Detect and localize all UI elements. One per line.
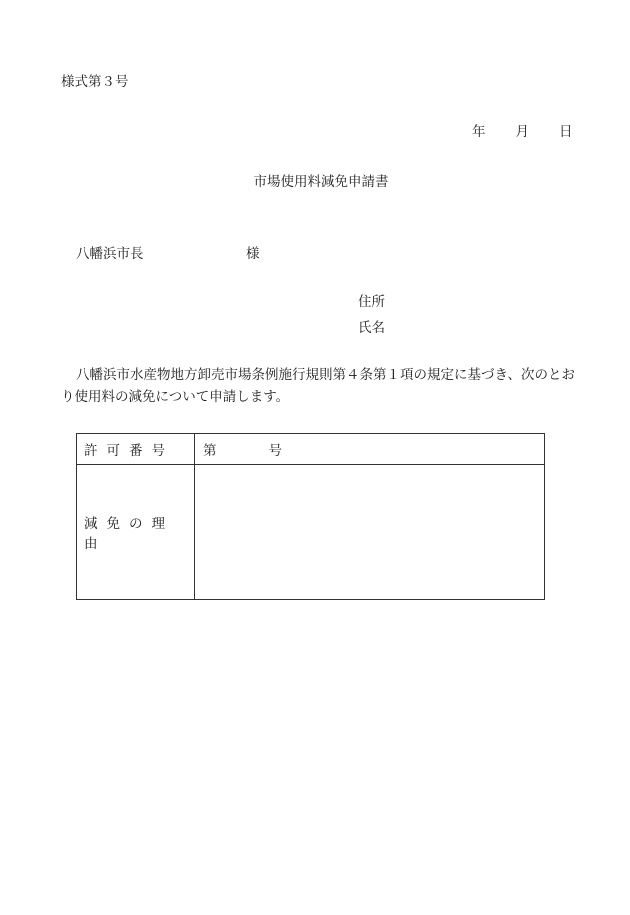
date-day: 日 <box>559 124 573 140</box>
permit-value-cell[interactable] <box>195 434 545 465</box>
name-label: 氏名 <box>358 320 385 336</box>
date-year: 年 <box>472 124 486 140</box>
reason-row <box>77 465 545 600</box>
body-text: 八幡浜市水産物地方卸売市場条例施行規則第４条第１項の規定に基づき、次のとおり使用料の減免について申請します。 <box>61 367 575 405</box>
address-label: 住所 <box>358 294 385 310</box>
document-title: 市場使用料減免申請書 <box>253 174 389 190</box>
permit-row <box>77 434 545 465</box>
permit-prefix: 第 <box>203 443 217 459</box>
reason-label: 減免の理由 <box>84 516 174 552</box>
date-month: 月 <box>515 124 529 140</box>
permit-label: 許可番号 <box>84 443 174 459</box>
reason-label-cell <box>77 465 195 600</box>
permit-label-cell <box>77 434 195 465</box>
date-line <box>472 120 573 140</box>
form-number: 様式第３号 <box>61 74 129 90</box>
addressee: 八幡浜市長 <box>76 246 144 262</box>
reason-value-cell[interactable] <box>195 465 545 600</box>
honorific: 様 <box>246 246 260 262</box>
application-table <box>76 433 545 600</box>
permit-suffix: 号 <box>268 443 282 459</box>
